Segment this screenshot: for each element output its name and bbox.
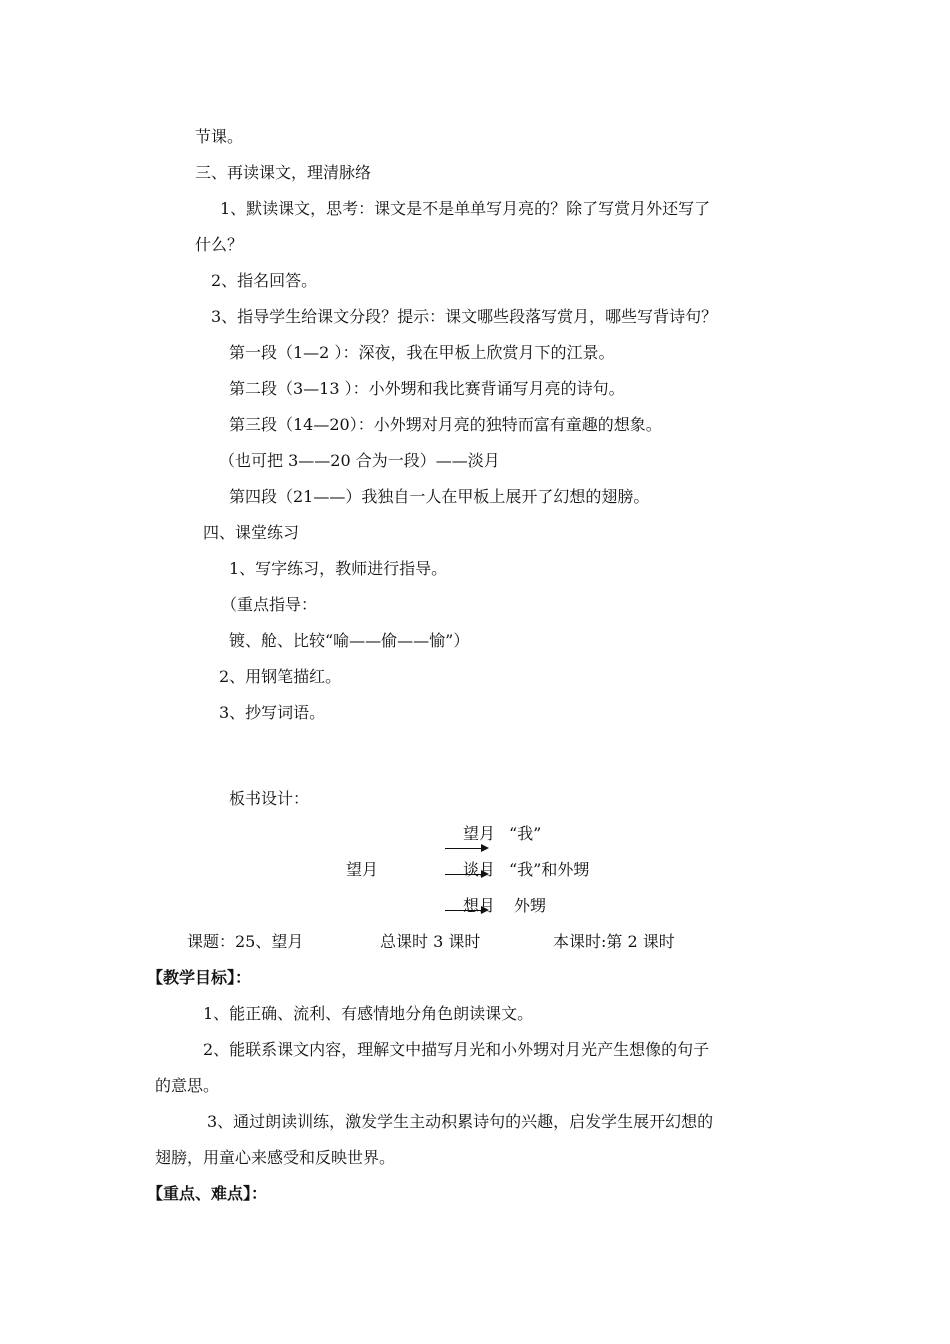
section4-key-label: （重点指导： — [221, 595, 318, 614]
prev-section-tail: 节课。 — [195, 127, 244, 146]
goal-1: 1、能正确、流利、有感情地分角色朗读课文。 — [203, 1004, 534, 1023]
section4-item-2: 2、用钢笔描红。 — [219, 667, 342, 686]
lesson-current-period: 本课时:第 2 课时 — [553, 932, 675, 951]
keypoints-heading: 【重点、难点】： — [147, 1184, 268, 1203]
paragraph-division-1: 第一段（1—2 ）：深夜，我在甲板上欣赏月下的江景。 — [229, 343, 615, 362]
section4-item-1: 1、写字练习，教师进行指导。 — [229, 559, 448, 578]
section3-item-1-cont: 什么？ — [195, 235, 244, 254]
lesson-total-periods: 总课时 3 课时 — [380, 932, 481, 951]
board-design-label: 板书设计： — [229, 789, 310, 808]
board-row2-text: “我”和外甥 — [509, 860, 590, 879]
goal-2: 2、能联系课文内容，理解文中描写月光和小外甥对月光产生想像的句子 — [203, 1040, 710, 1059]
board-row2-word: 谈月 — [463, 860, 496, 879]
board-row3-text: 外甥 — [514, 896, 547, 915]
paragraph-division-4: 第四段（21——）我独自一人在甲板上展开了幻想的翅膀。 — [229, 487, 650, 506]
section-heading-4: 四、课堂练习 — [203, 523, 300, 542]
arrow-right-icon — [445, 848, 487, 849]
board-row1-word: 望月 — [463, 824, 496, 843]
section4-key-chars: 镀、舱、比较“喻——偷——愉”） — [229, 631, 470, 650]
goals-heading: 【教学目标】： — [147, 968, 252, 987]
board-row1-text: “我” — [509, 824, 542, 843]
section3-item-2: 2、指名回答。 — [211, 271, 318, 290]
goal-3: 3、通过朗读训练，激发学生主动积累诗句的兴趣，启发学生展开幻想的 — [207, 1112, 714, 1131]
arrow-right-icon — [445, 910, 487, 911]
section3-item-1: 1、默读课文，思考：课文是不是单单写月亮的？除了写赏月外还写了 — [220, 199, 711, 218]
paragraph-division-3: 第三段（14—20）：小外甥对月亮的独特而富有童趣的想象。 — [229, 415, 662, 434]
goal-3-cont: 翅膀，用童心来感受和反映世界。 — [155, 1148, 396, 1167]
paragraph-division-2: 第二段（3—13 ）：小外甥和我比赛背诵写月亮的诗句。 — [229, 379, 625, 398]
lesson-title: 课题：25、望月 — [187, 932, 304, 951]
board-center-word: 望月 — [346, 860, 379, 879]
arrow-right-icon — [445, 874, 487, 875]
board-row3-word: 想月 — [463, 896, 496, 915]
section3-item-3: 3、指导学生给课文分段？提示：课文哪些段落写赏月，哪些写背诗句？ — [211, 307, 718, 326]
paragraph-division-note: （也可把 3——20 合为一段）——淡月 — [219, 451, 500, 470]
section-heading-3: 三、再读课文，理清脉络 — [195, 163, 372, 182]
goal-2-cont: 的意思。 — [155, 1076, 220, 1095]
section4-item-3: 3、抄写词语。 — [219, 703, 326, 722]
